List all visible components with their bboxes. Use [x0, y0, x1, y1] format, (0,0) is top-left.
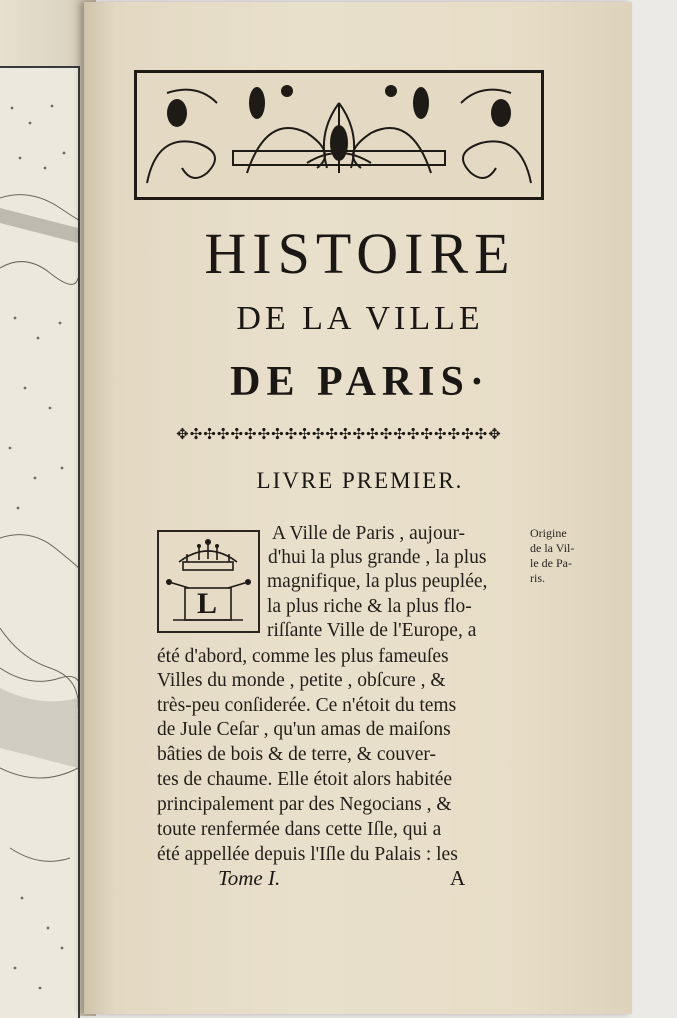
volume-signature: Tome I. — [218, 866, 281, 890]
body-line: bâties de bois & de terre, & couver- — [157, 744, 437, 765]
margin-note-line: ris. — [530, 571, 545, 585]
fleuron-rule: ✥✣✣✣✣✣✣✣✣✣✣✣✣✣✣✣✣✣✣✣✣✣✣✥ — [176, 427, 502, 443]
book-heading: LIVRE PREMIER. — [256, 468, 464, 493]
body-line: été d'abord, comme les plus fameuſes — [157, 646, 449, 667]
body-line: principalement par des Negocians , & — [157, 794, 452, 815]
body-line: toute renfermée dans cette Iſle, qui a — [157, 819, 442, 840]
body-line: été appellée depuis l'Iſle du Palais : les — [157, 844, 458, 865]
drop-cap-initial — [157, 530, 260, 633]
body-line: la plus riche & la plus flo- — [267, 596, 472, 617]
margin-note-line: le de Pa- — [530, 556, 572, 570]
title-de-paris: DE PARIS· — [230, 359, 490, 405]
facing-map-page — [0, 0, 96, 1016]
body-line: d'hui la plus grande , la plus — [268, 547, 487, 568]
map-engraving — [0, 66, 80, 1018]
body-line: A Ville de Paris , aujour- — [272, 523, 466, 544]
signature-mark: A — [450, 866, 466, 890]
headpiece-ornament — [134, 70, 544, 200]
title-de-la-ville: DE LA VILLE — [236, 300, 484, 337]
body-line: riſſante Ville de l'Europe, a — [267, 620, 477, 641]
body-line: Villes du monde , petite , obſcure , & — [157, 670, 446, 691]
title-histoire: HISTOIRE — [204, 221, 516, 286]
body-line: de Jule Ceſar , qu'un amas de maiſons — [157, 719, 451, 740]
body-line: magnifique, la plus peuplée, — [267, 571, 488, 592]
drop-cap-letter: L — [196, 587, 217, 620]
margin-note-line: Origine — [530, 526, 567, 540]
body-line: tes de chaume. Elle étoit alors habitée — [157, 769, 453, 790]
margin-note-line: de la Vil- — [530, 541, 575, 555]
body-line: très-peu conſiderée. Ce n'étoit du tems — [157, 695, 457, 716]
